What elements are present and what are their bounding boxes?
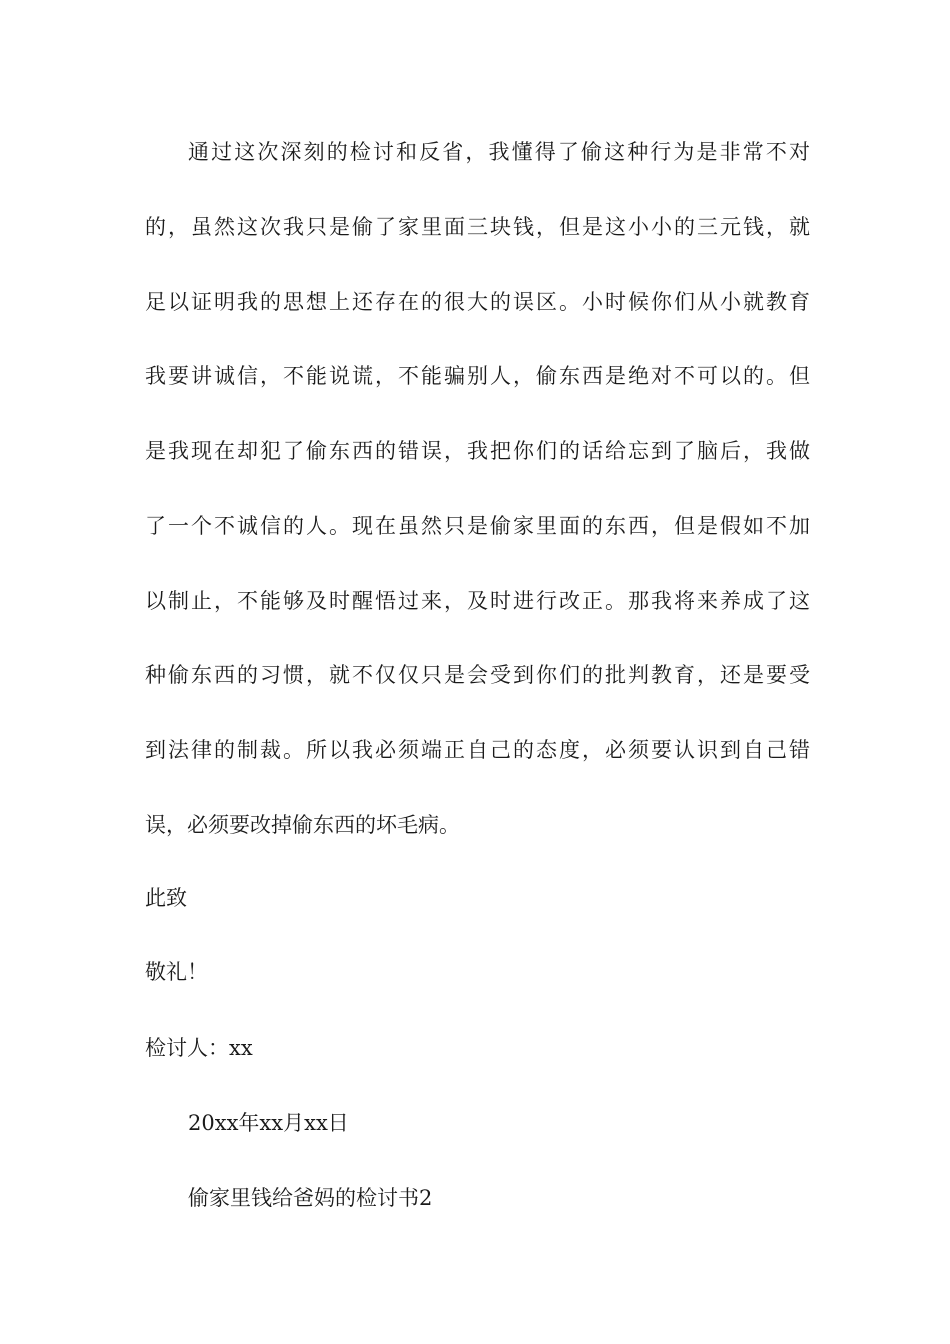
paragraph-line: 通过这次深刻的检讨和反省，我懂得了偷这种行为是非常不对: [188, 140, 810, 164]
paragraph-line: 我要讲诚信，不能说谎，不能骗别人，偷东西是绝对不可以的。但: [145, 364, 810, 388]
paragraph-line: 到法律的制裁。所以我必须端正自己的态度，必须要认识到自己错: [145, 738, 810, 762]
paragraph-line: 了一个不诚信的人。现在虽然只是偷家里面的东西，但是假如不加: [145, 514, 810, 538]
paragraph-line-last: 误，必须要改掉偷东西的坏毛病。: [145, 813, 460, 837]
paragraph-line: 是我现在却犯了偷东西的错误，我把你们的话给忘到了脑后，我做: [145, 439, 810, 463]
paragraph-line: 的，虽然这次我只是偷了家里面三块钱，但是这小小的三元钱，就: [145, 215, 810, 239]
paragraph-line: 以制止，不能够及时醒悟过来，及时进行改正。那我将来养成了这: [145, 589, 810, 613]
paragraph-line: 种偷东西的习惯，就不仅仅只是会受到你们的批判教育，还是要受: [145, 663, 810, 687]
salute-text: 敬礼！: [145, 960, 208, 984]
paragraph-line: 足以证明我的思想上还存在的很大的误区。小时候你们从小就教育: [145, 290, 810, 314]
date-line: 20xx年xx月xx日: [188, 1111, 349, 1135]
signature-line: 检讨人：xx: [145, 1036, 253, 1060]
next-document-title: 偷家里钱给爸妈的检讨书2: [188, 1186, 433, 1210]
closing-text: 此致: [145, 886, 187, 910]
